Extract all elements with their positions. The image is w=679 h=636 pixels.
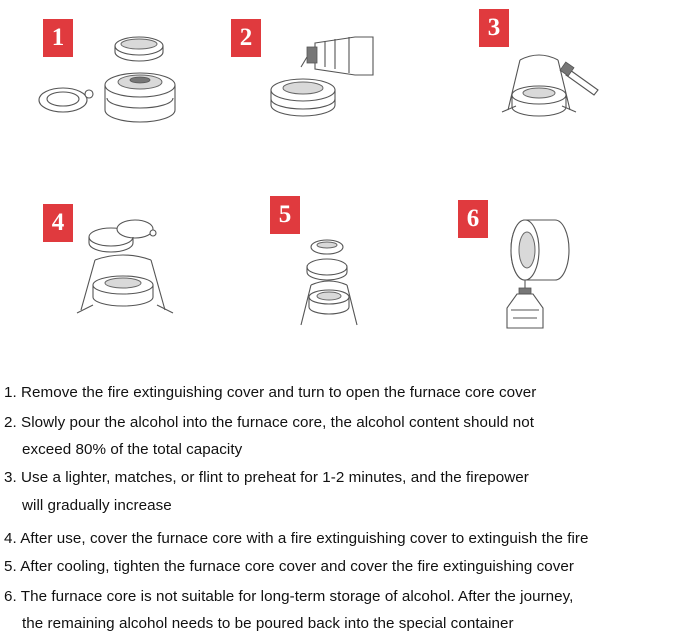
step-1-illustration bbox=[35, 30, 185, 130]
instruction-6-continued: the remaining alcohol needs to be poured back into the special container bbox=[22, 615, 514, 632]
instruction-4: 4. After use, cover the furnace core with a fire extinguishing cover to extinguish the fire bbox=[4, 530, 589, 547]
instruction-2-continued: exceed 80% of the total capacity bbox=[22, 441, 243, 458]
step-4-illustration bbox=[75, 215, 185, 320]
instruction-5: 5. After cooling, tighten the furnace core cover and cover the fire extinguishing cover bbox=[4, 558, 574, 575]
step-5-badge: 5 bbox=[270, 196, 300, 234]
instruction-1: 1. Remove the fire extinguishing cover and turn to open the furnace core cover bbox=[4, 384, 537, 401]
step-4-badge: 4 bbox=[43, 204, 73, 242]
instruction-3: 3. Use a lighter, matches, or flint to preheat for 1-2 minutes, and the firepower bbox=[4, 469, 529, 486]
step-6-illustration bbox=[495, 210, 585, 330]
instruction-2: 2. Slowly pour the alcohol into the furnace core, the alcohol content should not bbox=[4, 414, 534, 431]
step-1-badge: 1 bbox=[43, 19, 73, 57]
step-5-illustration bbox=[297, 235, 377, 335]
step-2-illustration bbox=[265, 35, 385, 130]
instruction-6: 6. The furnace core is not suitable for long-term storage of alcohol. After the journey, bbox=[4, 588, 574, 605]
step-2-badge: 2 bbox=[231, 19, 261, 57]
step-3-badge: 3 bbox=[479, 9, 509, 47]
step-6-badge: 6 bbox=[458, 200, 488, 238]
instruction-3-continued: will gradually increase bbox=[22, 497, 172, 514]
step-3-illustration bbox=[500, 40, 610, 130]
